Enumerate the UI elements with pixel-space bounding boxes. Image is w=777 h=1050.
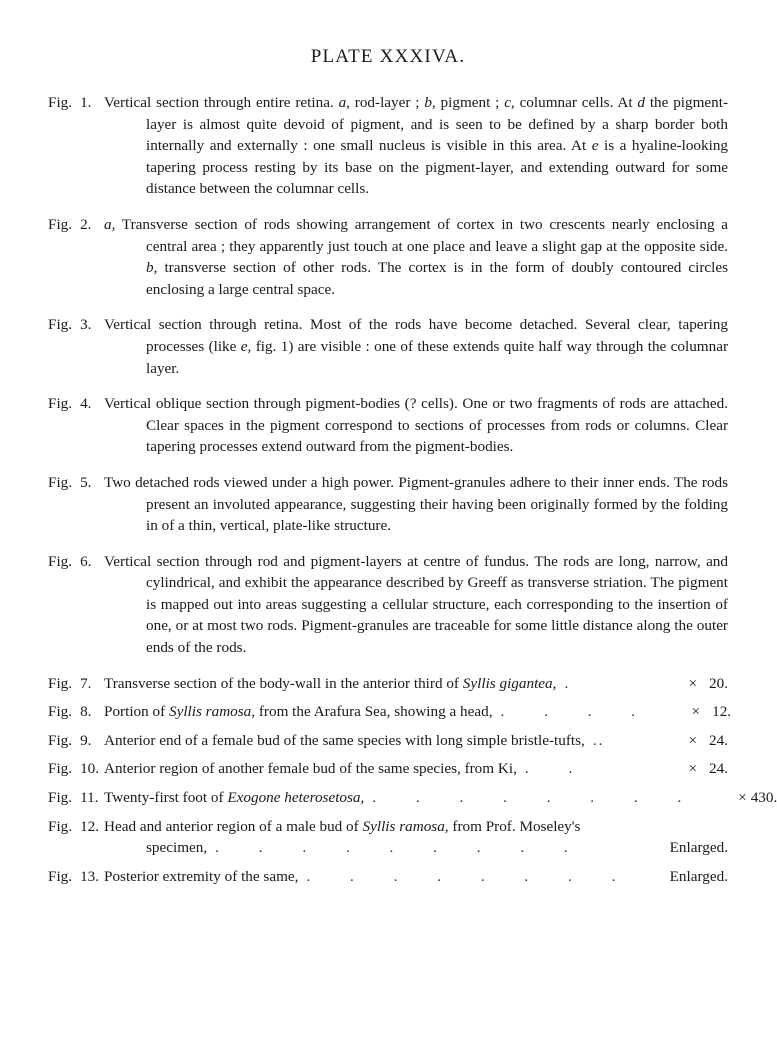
figure-label: Fig. 3. <box>48 316 92 334</box>
figure-description: Vertical section through retina. Most of the rods have become detached. Several clear, tapering processes (like e, fig. 1) are visible : one of these extends quite half way through the columnar layer. <box>104 316 729 377</box>
figure-entry-13 <box>48 866 728 888</box>
figure-label: Fig. 11. <box>48 789 99 807</box>
figure-description: Vertical section through rod and pigment-layers at centre of fundus. The rods are long, narrow, and cylindrical, and exhibit the appearance described by Greeff as transverse striation. The pigment is mapped out into areas suggesting a cellular structure, each corresponding to the insertion of one, or at most two rods. Pigment-granules are traceable for some little distance along the outer ends of the rods. <box>104 552 728 657</box>
leader-dots: . . . . . . . . . <box>215 839 586 857</box>
figure-description: Anterior region of another female bud of the same species, from Ki, . . × 24. <box>48 758 728 780</box>
figure-description: Twenty-first foot of Exogone heterosetosa, . . . . . . . . × 430. <box>48 787 728 809</box>
figure-entry-3 <box>48 314 728 379</box>
figure-label: Fig. 12. <box>48 817 100 835</box>
leader-dots: . . <box>524 760 591 778</box>
figure-description: Anterior end of a female bud of the same species with long simple bristle-tufts, .. × 24. <box>48 730 728 752</box>
figure-label: Fig. 13. <box>48 867 100 885</box>
plate-title: PLATE XXXIVA. <box>310 46 466 67</box>
leader-dots: . <box>564 674 587 692</box>
figure-list <box>48 92 777 887</box>
figure-label: Fig. 6. <box>48 552 92 570</box>
figure-entry-8 <box>48 701 732 723</box>
figure-description: Transverse section of the body-wall in the anterior third of Syllis gigantea, . × 20. <box>48 673 728 695</box>
figure-label: Fig. 7. <box>48 674 92 692</box>
figure-description: Head and anterior region of a male bud of Syllis ramosa, from Prof. Moseley's specimen, . . . . . . . . . Enlarged. <box>48 816 728 859</box>
figure-entry-10 <box>48 758 728 780</box>
magnification: × 24. <box>688 760 728 778</box>
figure-description: Two detached rods viewed under a high power. Pigment-granules adhere to their inner ends. The rods present an involuted appearance, suggesting their having been originally formed by the folding in of a thin, vertical, plate-like structure. <box>104 473 728 535</box>
figure-label: Fig. 10. <box>48 760 100 778</box>
figure-entry-4 <box>48 393 728 458</box>
figure-description: Portion of Syllis ramosa, from the Arafura Sea, showing a head, . . . . × 12. <box>48 701 728 723</box>
leader-dots: . . . . . . . . <box>372 789 700 807</box>
magnification: × 430. <box>738 789 777 807</box>
figure-label: Fig. 2. <box>48 215 92 233</box>
leader-dots: .. <box>592 731 605 749</box>
magnification: Enlarged. <box>669 867 728 885</box>
figure-entry-2 <box>48 214 728 300</box>
figure-entry-12 <box>48 816 728 859</box>
figure-entry-11 <box>48 787 777 809</box>
figure-label: Fig. 9. <box>48 731 92 749</box>
figure-description: Vertical oblique section through pigment-bodies (? cells). One or two fragments of rods are attached. Clear spaces in the pigment correspond to sections of processes from rods or columns. Clear tapering processes extend outward from the pigment-bodies. <box>104 395 728 456</box>
leader-dots: . . . . <box>500 703 654 721</box>
magnification: Enlarged. <box>669 839 728 857</box>
figure-label: Fig. 5. <box>48 473 92 491</box>
figure-description: a, Transverse section of rods showing arrangement of cortex in two crescents nearly enclosing a central area ; they apparently just touch at one place and leave a slight gap at the opposite side. b, transverse section of other rods. The cortex is in the form of doubly contoured circles enclosing a large central space. <box>104 215 728 298</box>
figure-entry-1 <box>48 92 728 200</box>
leader-dots: . . . . . . . . <box>306 867 634 885</box>
figure-entry-9 <box>48 730 728 752</box>
figure-entry-7 <box>48 673 728 695</box>
figure-label: Fig. 1. <box>48 94 92 111</box>
figure-entry-5 <box>48 472 728 537</box>
figure-label: Fig. 8. <box>48 703 92 721</box>
figure-description: Vertical section through entire retina. a, rod-layer ; b, pigment ; c, columnar cells. At d the pigment-layer is almost quite devoid of pigment, and is seen to be defined by a sharp border both internally and externally : one small nucleus is visible in this area. At e is a hyaline-looking tapering process resting by its base on the pigment-layer, and extending outward for some distance between the columnar cells. <box>104 94 729 198</box>
figure-label: Fig. 4. <box>48 395 92 413</box>
figure-description: Posterior extremity of the same, . . . . . . . . Enlarged. <box>48 866 728 888</box>
magnification: × 20. <box>688 674 728 692</box>
magnification: × 12. <box>691 703 732 721</box>
figure-entry-6 <box>48 551 728 659</box>
magnification: × 24. <box>688 731 728 749</box>
